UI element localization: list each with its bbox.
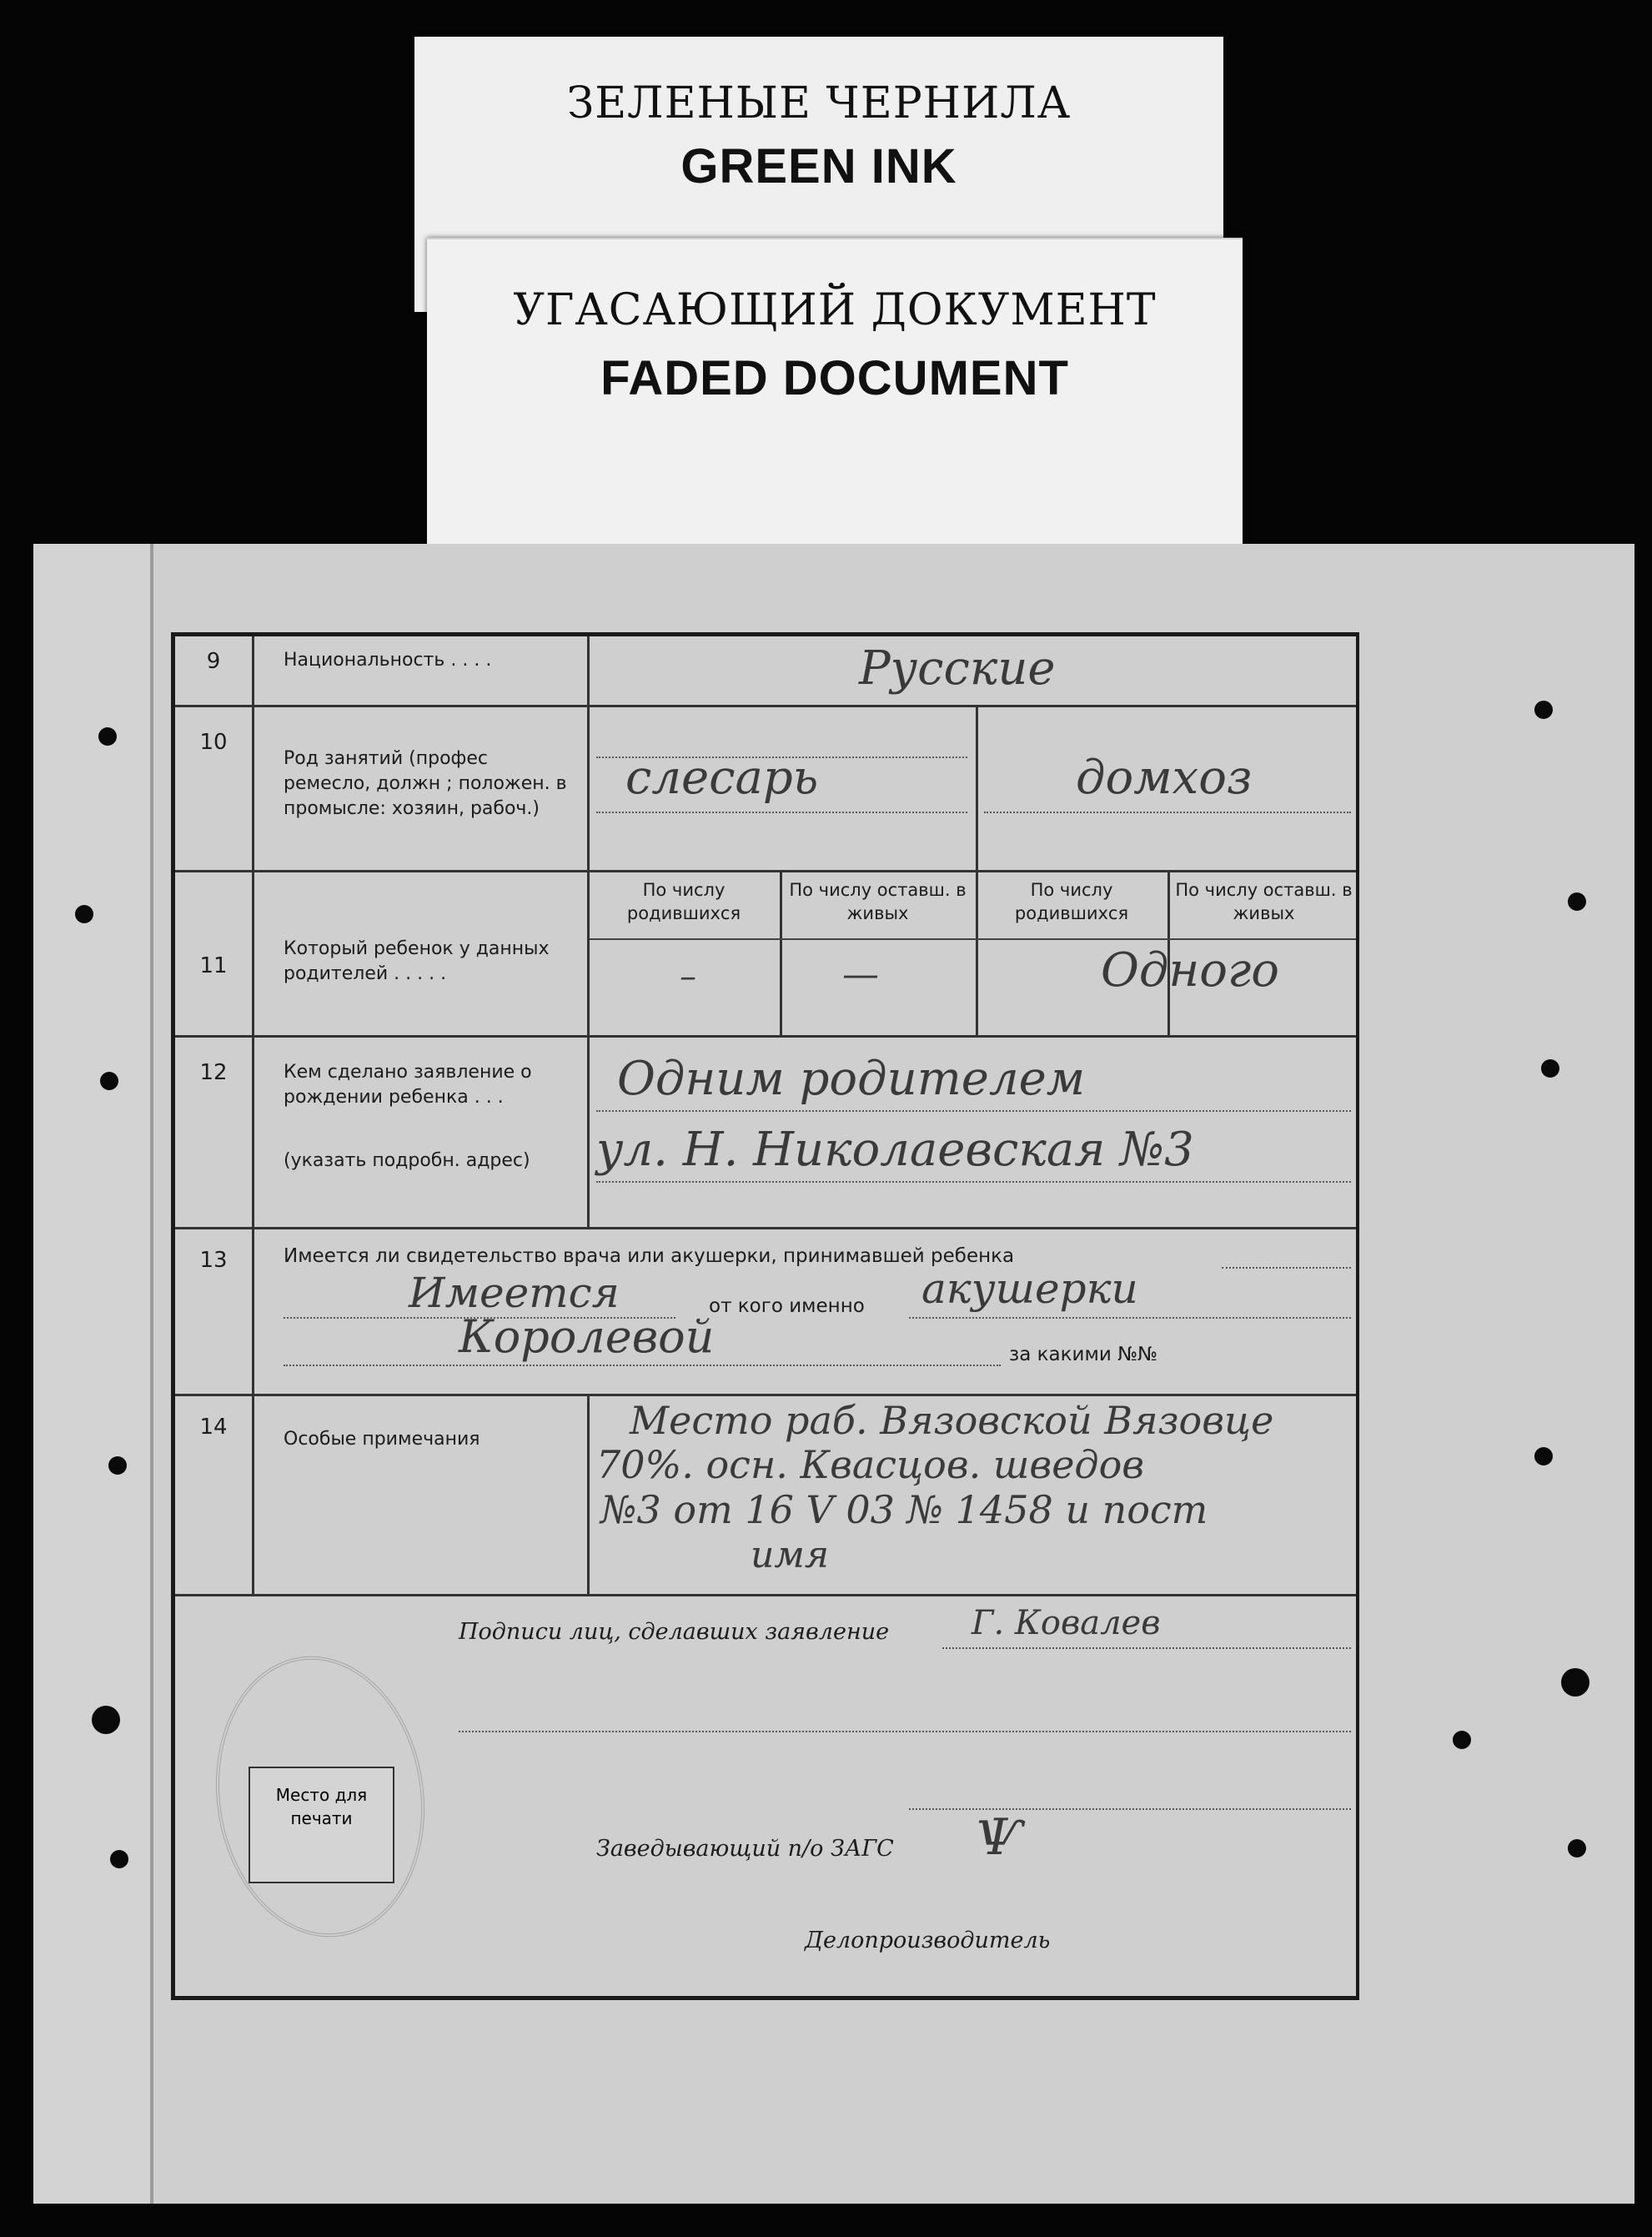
numbers-label: за какими №№ <box>1009 1344 1157 1365</box>
row-label: Национальность . . . . <box>252 636 590 705</box>
row-applicant <box>175 1035 1356 1229</box>
punch-hole-icon <box>108 1456 127 1475</box>
column-header-born-mother: По числу родившихся <box>1014 880 1129 923</box>
dotted-line <box>596 1181 1351 1183</box>
row-number: 13 <box>175 1227 254 1394</box>
row-number: 14 <box>175 1394 254 1594</box>
dotted-line <box>1222 1267 1351 1269</box>
punch-hole-icon <box>92 1706 120 1734</box>
applicant-label: Кем сделано заявление о рождении ребенка . . . <box>284 1062 532 1108</box>
applicant-signature: Г. Ковалев <box>972 1604 1161 1642</box>
punch-hole-icon <box>1541 1059 1559 1078</box>
alive-father-value: — <box>842 953 879 996</box>
applicant-address-value: ул. Н. Николаевская №3 <box>596 1123 1194 1177</box>
certificate-question: Имеется ли свидетельство врача или акушерки, принимавшей ребенка <box>284 1245 1015 1267</box>
row-label <box>252 1035 590 1227</box>
child-count-mother-value: Одного <box>1101 943 1280 998</box>
row-number: 9 <box>175 636 254 705</box>
row-label: Особые примечания <box>252 1394 590 1594</box>
head-signature: Ѱ <box>976 1808 1023 1867</box>
header-divider <box>590 938 1356 940</box>
certificate-answer: Имеется <box>409 1269 620 1317</box>
from-whom-label: от кого именно <box>709 1295 865 1317</box>
punch-hole-icon <box>1568 1839 1586 1857</box>
punch-hole-icon <box>1561 1668 1589 1697</box>
remarks-line-2: 70%. осн. Квасцов. шведов <box>596 1442 1145 1487</box>
column-header-alive-father: По числу оставш. в живых <box>789 880 967 923</box>
punch-hole-icon <box>110 1850 128 1868</box>
column-header-born-father: По числу родившихся <box>626 880 741 923</box>
punch-hole-icon <box>98 727 117 746</box>
nationality-value: Русские <box>859 641 1056 696</box>
dotted-line <box>909 1317 1351 1319</box>
column-divider <box>780 870 782 1035</box>
remarks-line-3: №3 от 16 V 03 № 1458 и пост <box>600 1487 1208 1532</box>
stamp-place-box: Место для печати <box>249 1767 394 1883</box>
dotted-line <box>596 812 967 813</box>
row-number: 10 <box>175 705 254 870</box>
row-occupation <box>175 705 1356 872</box>
address-label: (указать подробн. адрес) <box>284 1150 530 1171</box>
row-remarks <box>175 1394 1356 1596</box>
column-header-alive-mother: По числу оставш. в живых <box>1175 880 1353 923</box>
row-label: Род занятий (профес ремесло, должн ; положен. в промысле: хозяин, рабоч.) <box>252 705 590 870</box>
punch-hole-icon <box>1534 701 1553 719</box>
sheet-fold <box>150 544 153 2204</box>
faded-ru-label: УГАСАЮЩИЙ ДОКУМЕНТ <box>513 285 1157 335</box>
dotted-line <box>284 1365 1001 1366</box>
row-nationality <box>175 636 1356 707</box>
green-ink-ru-label: ЗЕЛЕНЫЕ ЧЕРНИЛА <box>566 78 1072 128</box>
clerk-label: Делопроизводитель <box>805 1928 1051 1953</box>
dotted-line <box>942 1647 1351 1649</box>
mother-occupation-value: домхоз <box>1076 751 1253 805</box>
row-label: Который ребенок у данных родителей . . . . . <box>252 870 590 1035</box>
punch-hole-icon <box>75 905 93 923</box>
dotted-line <box>984 812 1351 813</box>
remarks-line-4: имя <box>751 1534 829 1576</box>
punch-hole-icon <box>1453 1731 1471 1749</box>
head-of-registry-label: Заведывающий п/о ЗАГС <box>596 1836 894 1862</box>
remarks-line-1: Место раб. Вязовской Вязовце <box>630 1398 1274 1443</box>
row-number: 11 <box>175 870 254 1035</box>
punch-hole-icon <box>1534 1447 1553 1465</box>
faded-en-label: FADED DOCUMENT <box>600 351 1069 405</box>
applicant-value: Одним родителем <box>617 1052 1086 1106</box>
dotted-line <box>596 1110 1351 1112</box>
faded-document-card <box>427 238 1243 545</box>
column-divider <box>976 705 978 870</box>
dotted-line <box>459 1731 1351 1732</box>
midwife-name-value: Королевой <box>459 1310 715 1363</box>
father-occupation-value: слесарь <box>625 751 819 805</box>
applicant-signature-label: Подписи лиц, сделавших заявление <box>459 1619 890 1645</box>
from-whom-value: акушерки <box>921 1264 1138 1313</box>
punch-hole-icon <box>100 1072 118 1090</box>
row-certificate <box>175 1227 1356 1396</box>
column-divider <box>976 870 978 1035</box>
born-father-value: – <box>680 958 696 996</box>
green-ink-en-label: GREEN INK <box>680 139 957 194</box>
punch-hole-icon <box>1568 892 1586 911</box>
row-number: 12 <box>175 1035 254 1227</box>
row-child-order <box>175 870 1356 1038</box>
